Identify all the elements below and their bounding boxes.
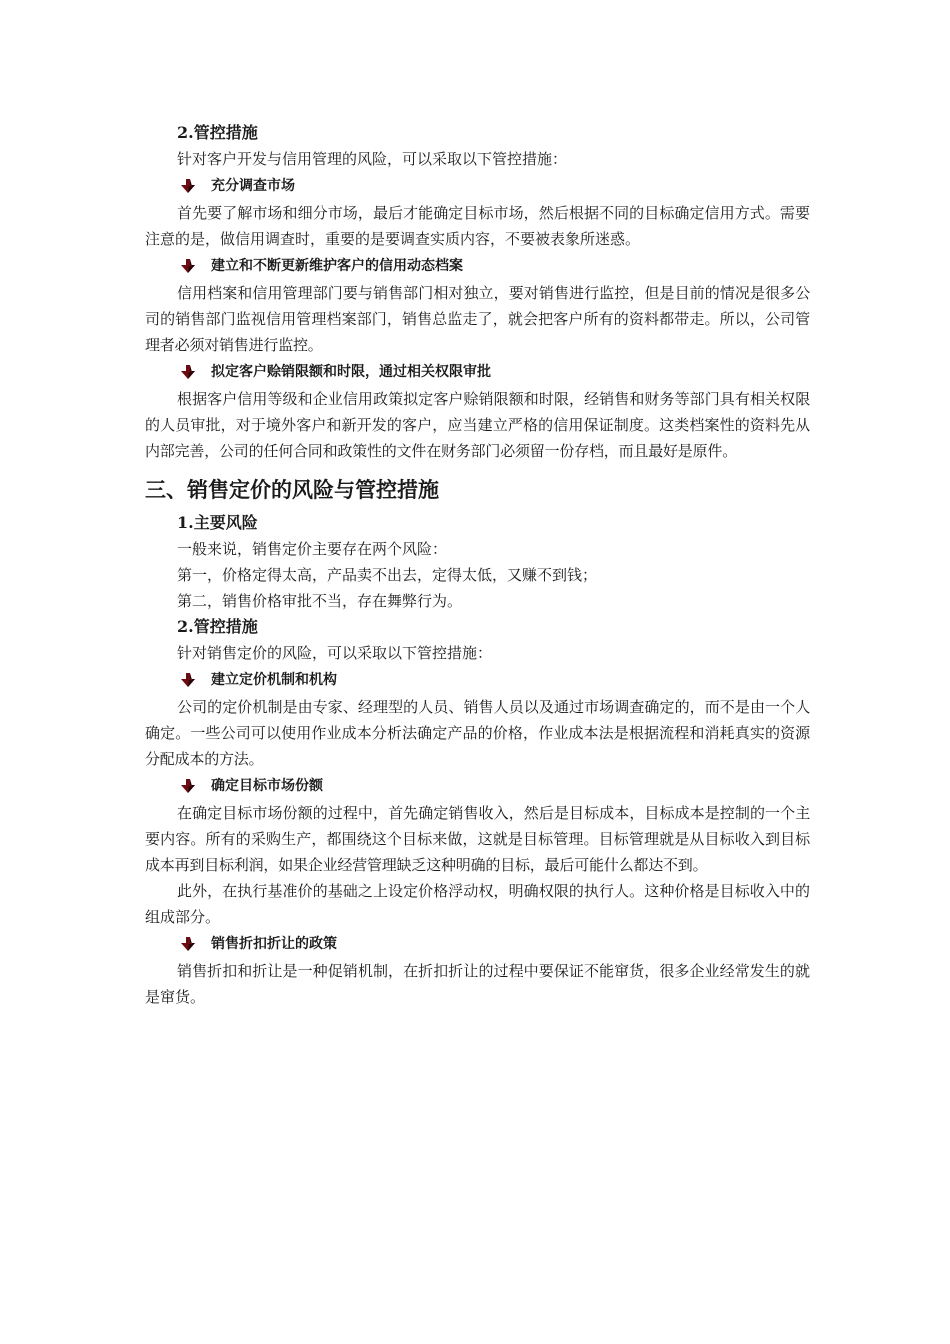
bullet-item [179, 666, 810, 694]
document-page [145, 120, 810, 1010]
bullet-label: 拟定客户赊销限额和时限，通过相关权限审批 [211, 364, 491, 380]
arrow-bullet-icon [179, 364, 197, 380]
bullet-item [179, 358, 810, 386]
paragraph: 根据客户信用等级和企业信用政策拟定客户赊销限额和时限，经销售和财务等部门具有相关权限的人员审批，对于境外客户和新开发的客户，应当建立严格的信用保证制度。这类档案性的资料先从内部完善，公司的任何合同和政策性的文件在财务部门必须留一份存档，而且最好是原件。 [145, 390, 810, 460]
heading-2-measures: 2.管控措施 [177, 123, 258, 142]
paragraph: 公司的定价机制是由专家、经理型的人员、销售人员以及通过市场调查确定的，而不是由一个人确定。一些公司可以使用作业成本分析法确定产品的价格，作业成本法是根据流程和消耗真实的资源分配成本的方法。 [145, 698, 810, 768]
heading-2-measures: 2.管控措施 [177, 617, 258, 636]
paragraph: 在确定目标市场份额的过程中，首先确定销售收入，然后是目标成本，目标成本是控制的一个主要内容。所有的采购生产，都围绕这个目标来做，这就是目标管理。目标管理就是从目标收入到目标成本再到目标利润，如果企业经营管理缺乏这种明确的目标，最后可能什么都达不到。 [145, 804, 810, 874]
paragraph: 首先要了解市场和细分市场，最后才能确定目标市场，然后根据不同的目标确定信用方式。需要注意的是，做信用调查时，重要的是要调查实质内容，不要被表象所迷惑。 [145, 204, 810, 248]
arrow-bullet-icon [179, 936, 197, 952]
bullet-label: 确定目标市场份额 [211, 778, 323, 794]
bullet-item [179, 930, 810, 958]
paragraph: 针对客户开发与信用管理的风险，可以采取以下管控措施： [177, 150, 568, 168]
arrow-bullet-icon [179, 178, 197, 194]
bullet-label: 充分调查市场 [211, 178, 295, 194]
paragraph: 一般来说，销售定价主要存在两个风险： [177, 540, 448, 558]
paragraph: 信用档案和信用管理部门要与销售部门相对独立，要对销售进行监控，但是目前的情况是很多公司的销售部门监视信用管理档案部门，销售总监走了，就会把客户所有的资料都带走。所以，公司管理者必须对销售进行监控。 [145, 284, 810, 354]
bullet-label: 建立和不断更新维护客户的信用动态档案 [211, 258, 463, 274]
arrow-bullet-icon [179, 778, 197, 794]
heading-1-section-3: 三、销售定价的风险与管控措施 [145, 477, 439, 502]
bullet-item [179, 252, 810, 280]
paragraph: 针对销售定价的风险，可以采取以下管控措施： [177, 644, 493, 662]
bullet-label: 销售折扣折让的政策 [211, 936, 337, 952]
arrow-bullet-icon [179, 258, 197, 274]
bullet-item [179, 172, 810, 200]
heading-2-main-risks: 1.主要风险 [177, 513, 258, 532]
paragraph: 第一，价格定得太高，产品卖不出去，定得太低，又赚不到钱； [177, 566, 598, 584]
paragraph: 第二，销售价格审批不当，存在舞弊行为。 [177, 592, 463, 610]
paragraph: 销售折扣和折让是一种促销机制，在折扣折让的过程中要保证不能窜货，很多企业经常发生的就是窜货。 [145, 962, 810, 1006]
bullet-item [179, 772, 810, 800]
paragraph: 此外，在执行基准价的基础之上设定价格浮动权，明确权限的执行人。这种价格是目标收入中的组成部分。 [145, 882, 810, 926]
arrow-bullet-icon [179, 672, 197, 688]
bullet-label: 建立定价机制和机构 [211, 672, 337, 688]
